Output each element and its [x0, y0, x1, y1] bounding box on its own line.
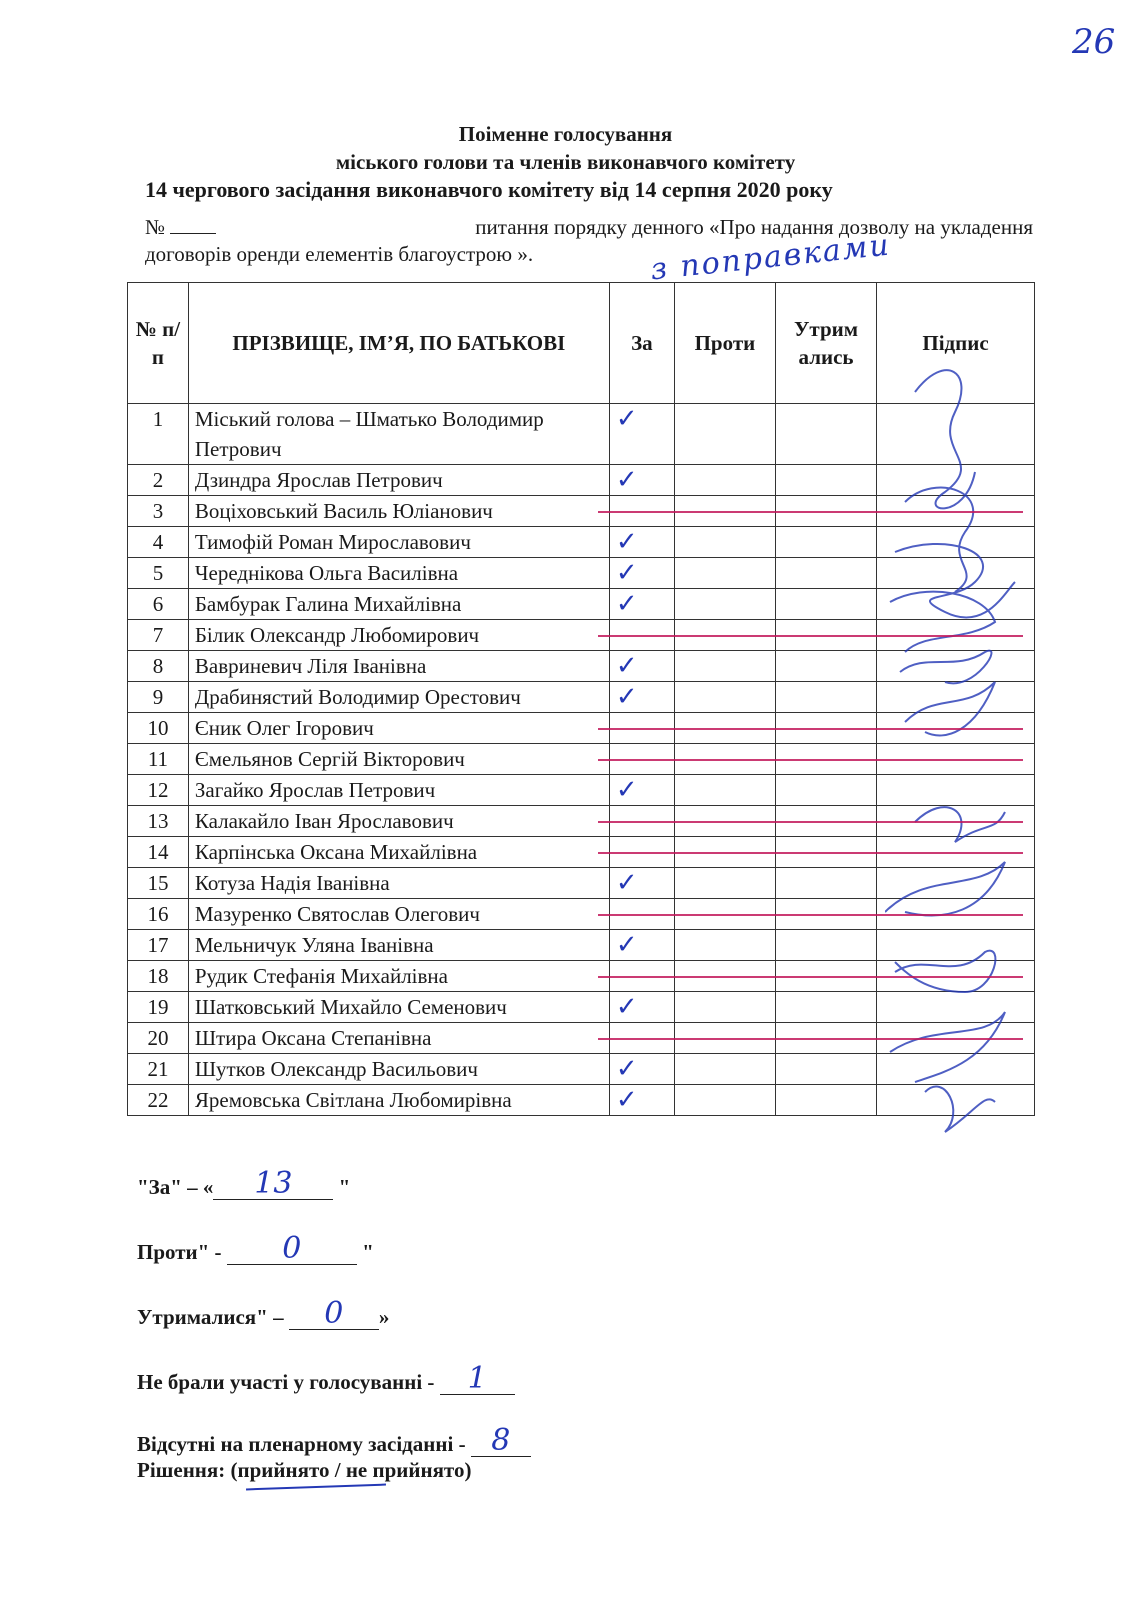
summary-for-end: ": [333, 1175, 351, 1199]
row-against: [674, 527, 775, 558]
row-num: 8: [128, 651, 189, 682]
page-number: 26: [1072, 22, 1116, 62]
row-abstained: [775, 1054, 876, 1085]
summary-for: [137, 1166, 351, 1201]
summary-absent-label: Відсутні на пленарному засіданні -: [137, 1432, 471, 1456]
row-num: 9: [128, 682, 189, 713]
row-abstained: [775, 1085, 876, 1116]
row-against: [674, 465, 775, 496]
row-abstained: [775, 775, 876, 806]
row-for-check: ✓: [609, 1085, 674, 1116]
row-against: [674, 868, 775, 899]
row-abstained: [775, 404, 876, 465]
header-signature: Підпис: [877, 283, 1035, 404]
row-num: 7: [128, 620, 189, 651]
header-abstained: Утрим ались: [775, 283, 876, 404]
row-num: 21: [128, 1054, 189, 1085]
row-num: 19: [128, 992, 189, 1023]
row-against: [674, 1054, 775, 1085]
agenda-number-blank: [170, 215, 216, 234]
row-num: 6: [128, 589, 189, 620]
row-against: [674, 992, 775, 1023]
row-abstained: [775, 527, 876, 558]
summary-abstained: [137, 1296, 390, 1331]
row-for-check: ✓: [609, 1054, 674, 1085]
row-against: [674, 682, 775, 713]
row-against: [674, 930, 775, 961]
row-for-check: ✓: [609, 527, 674, 558]
row-against: [674, 1085, 775, 1116]
summary-for-value: 13: [254, 1166, 293, 1201]
row-num: 1: [128, 404, 189, 465]
row-num: 10: [128, 713, 189, 744]
document-title: Поіменне голосування: [458, 122, 673, 146]
row-name: Шатковський Михайло Семенович: [188, 992, 609, 1023]
decision-hand-underline: [246, 1484, 386, 1491]
handwritten-note: з поправками: [648, 227, 893, 288]
summary-not-voted-label: Не брали участі у голосуванні -: [137, 1370, 440, 1394]
row-num: 11: [128, 744, 189, 775]
row-name: Загайко Ярослав Петрович: [188, 775, 609, 806]
document-subtitle: міського голови та членів виконавчого комітету: [335, 150, 796, 174]
row-num: 5: [128, 558, 189, 589]
row-name: Мазуренко Святослав Олегович: [188, 899, 609, 930]
row-abstained: [775, 682, 876, 713]
row-against: [674, 589, 775, 620]
summary-abstained-end: »: [378, 1305, 390, 1329]
meeting-line: 14 чергового засідання виконавчого комітету від 14 серпня 2020 року: [145, 177, 833, 202]
row-num: 12: [128, 775, 189, 806]
row-name: Калакайло Іван Ярославович: [188, 806, 609, 837]
row-name: Ємельянов Сергій Вікторович: [188, 744, 609, 775]
header-against: Проти: [674, 283, 775, 404]
summary-abstained-field: [289, 1296, 379, 1331]
row-name: Воціховський Василь Юліанович: [188, 496, 609, 527]
strike-line: [598, 759, 1023, 761]
row-name: Череднікова Ольга Василівна: [188, 558, 609, 589]
row-num: 20: [128, 1023, 189, 1054]
row-name: Драбинястий Володимир Орестович: [188, 682, 609, 713]
summary-abstained-value: 0: [324, 1296, 344, 1331]
row-num: 18: [128, 961, 189, 992]
row-num: 3: [128, 496, 189, 527]
row-num: 14: [128, 837, 189, 868]
row-abstained: [775, 930, 876, 961]
summary-not-voted: [137, 1361, 515, 1396]
summary-against-end: ": [356, 1240, 374, 1264]
strike-line: [598, 1038, 1023, 1040]
row-name: Тимофій Роман Мирославович: [188, 527, 609, 558]
agenda-item: [145, 214, 1033, 268]
row-abstained: [775, 589, 876, 620]
header-name: ПРІЗВИЩЕ, ІМ’Я, ПО БАТЬКОВІ: [188, 283, 609, 404]
row-name: Білик Олександр Любомирович: [188, 620, 609, 651]
row-name: Карпінська Оксана Михайлівна: [188, 837, 609, 868]
strike-line: [598, 728, 1023, 730]
row-name: Шутков Олександр Васильович: [188, 1054, 609, 1085]
row-name: Яремовська Світлана Любомирівна: [188, 1085, 609, 1116]
row-num: 2: [128, 465, 189, 496]
row-for-check: ✓: [609, 930, 674, 961]
summary-absent-field: [471, 1423, 531, 1458]
summary-for-label: "За" – «: [137, 1175, 214, 1199]
row-against: [674, 651, 775, 682]
strike-line: [598, 914, 1023, 916]
row-abstained: [775, 465, 876, 496]
row-num: 15: [128, 868, 189, 899]
row-for-check: ✓: [609, 775, 674, 806]
summary-against-value: 0: [282, 1231, 302, 1266]
row-for-check: ✓: [609, 868, 674, 899]
row-name: Єник Олег Ігорович: [188, 713, 609, 744]
row-for-check: ✓: [609, 404, 674, 465]
row-for-check: ✓: [609, 992, 674, 1023]
row-num: 22: [128, 1085, 189, 1116]
row-name: Штира Оксана Степанівна: [188, 1023, 609, 1054]
agenda-number-label: №: [145, 215, 166, 239]
summary-absent: [137, 1423, 531, 1458]
strike-line: [598, 821, 1023, 823]
strike-line: [598, 511, 1023, 513]
row-against: [674, 404, 775, 465]
row-for-check: ✓: [609, 651, 674, 682]
summary-against-field: [227, 1231, 357, 1266]
row-name: Котуза Надія Іванівна: [188, 868, 609, 899]
row-num: 16: [128, 899, 189, 930]
row-for-check: ✓: [609, 465, 674, 496]
row-abstained: [775, 868, 876, 899]
summary-not-voted-value: 1: [467, 1361, 487, 1396]
row-abstained: [775, 992, 876, 1023]
row-name: Вавриневич Ліля Іванівна: [188, 651, 609, 682]
strike-line: [598, 852, 1023, 854]
summary-abstained-label: Утрималися" –: [137, 1305, 289, 1329]
summary-absent-value: 8: [491, 1423, 511, 1458]
row-for-check: ✓: [609, 682, 674, 713]
row-for-check: ✓: [609, 558, 674, 589]
summary-for-field: [213, 1166, 333, 1201]
row-num: 17: [128, 930, 189, 961]
header-num: № п/п: [128, 283, 189, 404]
row-name: Бамбурак Галина Михайлівна: [188, 589, 609, 620]
row-against: [674, 775, 775, 806]
row-against: [674, 558, 775, 589]
summary-against: [137, 1231, 374, 1266]
header-for: За: [609, 283, 674, 404]
row-num: 13: [128, 806, 189, 837]
row-abstained: [775, 651, 876, 682]
agenda-text-line2: договорів оренди елементів благоустрою ».: [145, 242, 534, 266]
decision-line: Рішення: (прийнято / не прийнято): [137, 1458, 472, 1482]
row-name: Мельничук Уляна Іванівна: [188, 930, 609, 961]
row-name: Рудик Стефанія Михайлівна: [188, 961, 609, 992]
agenda-text-line1: питання порядку денного «Про надання дозволу на укладення: [475, 215, 1033, 239]
row-num: 4: [128, 527, 189, 558]
strike-line: [598, 976, 1023, 978]
signature-scribbles: [885, 352, 1020, 1147]
row-abstained: [775, 558, 876, 589]
strike-line: [598, 635, 1023, 637]
row-name: Міський голова – Шматько Володимир Петрович: [188, 404, 609, 465]
row-name: Дзиндра Ярослав Петрович: [188, 465, 609, 496]
row-for-check: ✓: [609, 589, 674, 620]
summary-against-label: Проти" -: [137, 1240, 227, 1264]
summary-not-voted-field: [440, 1361, 515, 1396]
